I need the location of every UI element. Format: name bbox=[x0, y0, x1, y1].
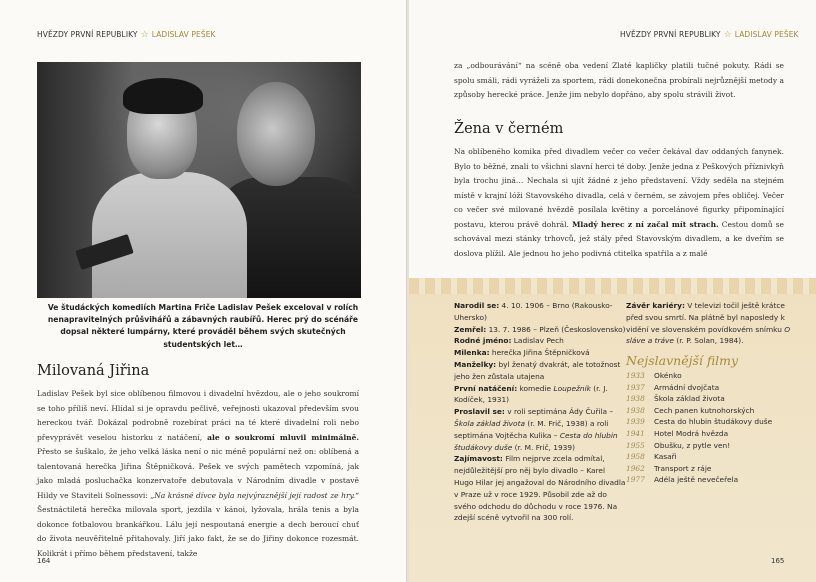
film-strip-decoration bbox=[409, 278, 816, 294]
film-year: 1939 bbox=[626, 417, 645, 427]
film-year: 1933 bbox=[626, 370, 645, 380]
film-row bbox=[626, 440, 798, 452]
film-year: 1937 bbox=[626, 382, 645, 392]
series-title: HVĚZDY PRVNÍ REPUBLIKY bbox=[37, 30, 138, 39]
film-title: Adéla ještě nevečeřela bbox=[654, 475, 739, 485]
author-name: LADISLAV PEŠEK bbox=[734, 30, 799, 39]
film-year: 1962 bbox=[626, 463, 645, 473]
intro-paragraph: za „odbourávání“ na scéně oba vedení Zlaté kapličky platili tučné pokuty. Rádi se spolu smáli, rádi vyráželi za sportem, rádi donekonečna probírali nejrůznější metody a způsoby herecké práce. Jenže jim nebylo dopřáno, aby spolu strávili život. bbox=[454, 61, 784, 99]
film-row bbox=[626, 405, 798, 417]
film-still-photo bbox=[37, 62, 361, 298]
film-year: 1977 bbox=[626, 475, 645, 485]
film-title: Transport z ráje bbox=[654, 463, 712, 473]
body-text-left: Ladislav Pešek byl sice oblíbenou filmovou i divadelní hvězdou, ale o jeho soukromí se toho příliš neví. Hlídal si je opravdu pečlivě, veřejnosti ukazoval především svou hereckou tvář. Dokázal podrobně rozebírat práci na té které divadelní roli nebo převyprávět veselou historku z natáčení, ale o soukromí mluvil minimálně. Přesto se šuškalo, že jeho velká láska není o nic méně populární než on: oblíbená a talentovaná herečka Jiřina Štěpničková. Pešek ve svých pamětech vzpomíná, jak jako mladá posluchačka konzervatoře debutovala v Národním divadle v postavě Hildy ve Staviteli Solnessovi: „Na krásné dívce byla nejvýraznější její radost ze hry.“ Šestnáctiletá herečka milovala sport, jezdila v kánoi, lyžovala, hrála tenis a byla dokonce fotbalovou brankářkou. Lálu její nespoutaná energie a dech beroucí chuť do života neuvěřitelně přitahovaly. Jiří jako fakt, že se do Jiřiny dokonce rozesmát. Kolikrát i přímo během představení, takže bbox=[37, 389, 359, 558]
film-row bbox=[626, 393, 798, 405]
film-row bbox=[626, 370, 798, 382]
star-icon: ☆ bbox=[723, 30, 732, 40]
body-text-right: Na oblíbeného komika před divadlem večer co večer čekával dav oddaných fanynek. Bylo to běžné, znali to všichni slavní herci té doby. Jenže jedna z Peškových příznivkyň byla trochu jiná… Nechala si ujít žádné z jeho představení. Vždy seděla na stejném místě v krajní lóži Stavovského divadla, celá v černém, se závojem přes obličej. Večer co večer své milované hvězdě posílala květiny a porcelánové figurky připomínající postavu, kterou právě dohrál. Mladý herec z ní začal mít strach. Cestou domů se schovával mezi stánky trhovců, jež stály před Stavovským divadlem, a ke dveřím se doslova plížil. Ale jednou ho jeho podivná ctitelka spatřila a z malé bbox=[454, 147, 784, 258]
film-row bbox=[626, 463, 798, 475]
film-row bbox=[626, 382, 798, 394]
author-name: LADISLAV PEŠEK bbox=[151, 30, 216, 39]
film-row bbox=[626, 474, 798, 486]
film-year: 1938 bbox=[626, 394, 645, 404]
photo-caption: Ve študáckých komediích Martina Friče Ladislav Pešek exceloval v rolích nenapravitelných průšvihářů a zábavných raubířů. Herec prý do scénáře dopsal některé lumpárny, které prováděl během svých skutečných studentských let… bbox=[47, 303, 359, 349]
film-year: 1955 bbox=[626, 440, 645, 450]
star-icon: ☆ bbox=[140, 30, 149, 40]
film-title: Armádní dvojčata bbox=[654, 382, 720, 392]
section-heading: Milovaná Jiřina bbox=[37, 363, 150, 379]
film-title: Hotel Modrá hvězda bbox=[654, 428, 729, 438]
film-title: Škola základ života bbox=[654, 394, 725, 404]
film-year: 1958 bbox=[626, 452, 645, 462]
films-list bbox=[626, 370, 798, 486]
film-title: Cech panen kutnohorských bbox=[654, 405, 755, 415]
page-number-right: 165 bbox=[771, 557, 785, 565]
film-title: Cesta do hlubin študákovy duše bbox=[654, 417, 773, 427]
film-row bbox=[626, 428, 798, 440]
page-number-left: 164 bbox=[37, 557, 51, 565]
films-list-title: Nejslavnější filmy bbox=[626, 353, 739, 369]
running-header-left bbox=[37, 30, 216, 40]
running-header-right bbox=[620, 30, 799, 40]
film-row bbox=[626, 416, 798, 428]
film-year: 1941 bbox=[626, 428, 645, 438]
film-title: Kasaři bbox=[654, 452, 677, 462]
series-title: HVĚZDY PRVNÍ REPUBLIKY bbox=[620, 30, 721, 39]
film-row bbox=[626, 451, 798, 463]
career-and-films: Závěr kariéry: V televizi točil ještě krátce před svou smrtí. Na plátně byl naposledy k vidění ve slovenském povídkovém snímku O sláve a tráve (r. P. Solan, 1984). Nejslavnější filmy 1933 Okénko 1937 Armádní dvojčata 1938 Škola základ života 1938 Cech panen kutnohorských 1939 Cesta do hlubin študákovy duše 1941 Hotel Modrá hvězda 1955 Obušku, z pytle ven! 1958 Kasaři 1962 Transport z ráje 1977 Adéla ještě nevečeřela bbox=[626, 300, 798, 486]
section-heading: Žena v černém bbox=[454, 121, 564, 137]
film-title: Okénko bbox=[654, 370, 682, 380]
bio-facts: Narodil se: 4. 10. 1906 – Brno (Rakousko-Uhersko) Zemřel: 13. 7. 1986 – Plzeň (Československo) Rodné jméno: Ladislav Pech Milenka: herečka Jiřina Štěpničková Manželky: byl ženatý dvakrát, ale totožnost jeho žen zůstala utajena První natáčení: komedie Loupežník (r. J. Kodíček, 1931) Proslavil se: v roli septimána Ády Čuřila – Škola základ života (r. M. Frič, 1938) a roli septimána Vojtěcha Kulika – Cesta do hlubin študákovy duše (r. M. Frič, 1939) Zajímavost: Film nejprve zcela odmítal, nejdůležitější pro něj bylo divadlo – Karel Hugo Hilar jej angažoval do Národního divadla v Praze už v roce 1929. Působil zde až do svého odchodu do důchodu v roce 1976. Na zdejší scéně vytvořil na 300 rolí. bbox=[454, 301, 626, 523]
biography-infobox bbox=[409, 278, 816, 582]
right-page bbox=[409, 0, 816, 582]
film-year: 1938 bbox=[626, 405, 645, 415]
film-title: Obušku, z pytle ven! bbox=[654, 440, 731, 450]
